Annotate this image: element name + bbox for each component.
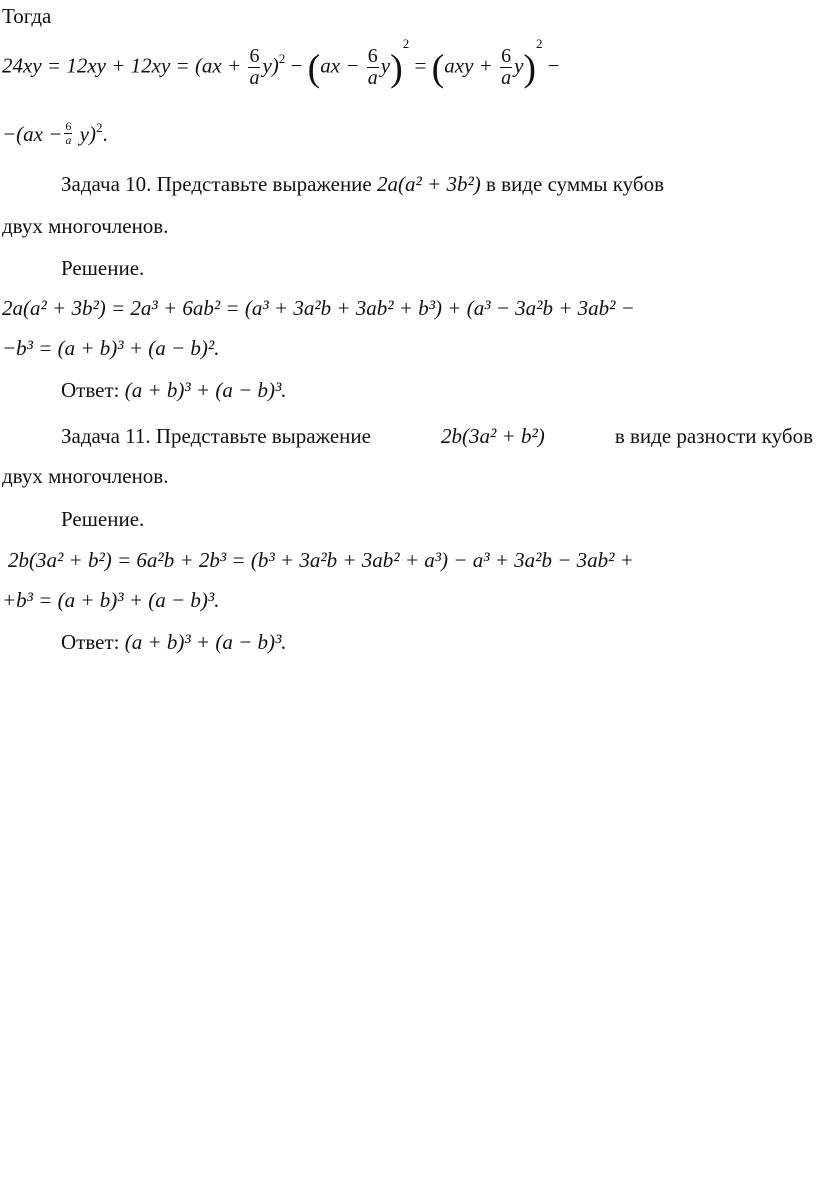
- fraction-6-over-a: $\frac{6}{a}$: [367, 45, 378, 89]
- task-11-expression: 2b(3a² + b²): [441, 424, 545, 448]
- answer-11-expression: (a + b)³ + (a − b)³.: [124, 630, 287, 654]
- solution-10-line-2: −b³ = (a + b)³ + (a − b)².: [2, 336, 220, 360]
- solution-11-line-2: +b³ = (a + b)³ + (a − b)³.: [2, 588, 220, 612]
- fraction-6-over-a: $\frac{6}{a}$: [249, 45, 260, 89]
- task-10-expression: 2a(a² + 3b²): [377, 172, 481, 196]
- task-11-statement: Задача 11. Представьте выражение 2b(3a² + b²) в виде разности кубов: [61, 424, 813, 448]
- task-10-statement-line-2: двух многочленов.: [2, 214, 169, 238]
- task-10-statement: Задача 10. Представьте выражение 2a(a² + 3b²) в виде суммы кубов: [61, 172, 665, 196]
- answer-10-expression: (a + b)³ + (a − b)³.: [124, 378, 287, 402]
- task-11-statement-line-2: двух многочленов.: [2, 464, 169, 488]
- fraction-6-over-a-small: $\frac{6}{a}$: [65, 119, 72, 148]
- equation-1-line-2: −(ax − $\frac{6}{a}$ y)$^2$.: [2, 119, 108, 148]
- answer-11: Ответ: (a + b)³ + (a − b)³.: [61, 630, 287, 654]
- solution-10-heading: Решение.: [61, 256, 145, 280]
- intro-word: Тогда: [2, 4, 52, 28]
- solution-11-heading: Решение.: [61, 507, 145, 531]
- fraction-6-over-a: $\frac{6}{a}$: [501, 45, 512, 89]
- solution-10-line-1: 2a(a² + 3b²) = 2a³ + 6ab² = (a³ + 3a²b + 3ab² + b³) + (a³ − 3a²b + 3ab² −: [2, 296, 635, 320]
- solution-11-line-1: 2b(3a² + b²) = 6a²b + 2b³ = (b³ + 3a²b + 3ab² + a³) − a³ + 3a²b − 3ab² +: [8, 548, 634, 572]
- equation-1-line-1: 24xy = 12xy + 12xy = (ax + $\frac{6}{a}$ y)$^2$ − (ax − $\frac{6}{a}$ y)$^2$ = (axy + $\frac{6}{a}$ y)$^2$ −: [2, 36, 560, 90]
- answer-10: Ответ: (a + b)³ + (a − b)³.: [61, 378, 287, 402]
- eq1-lhs: 24xy = 12xy + 12xy = (ax +: [2, 53, 247, 78]
